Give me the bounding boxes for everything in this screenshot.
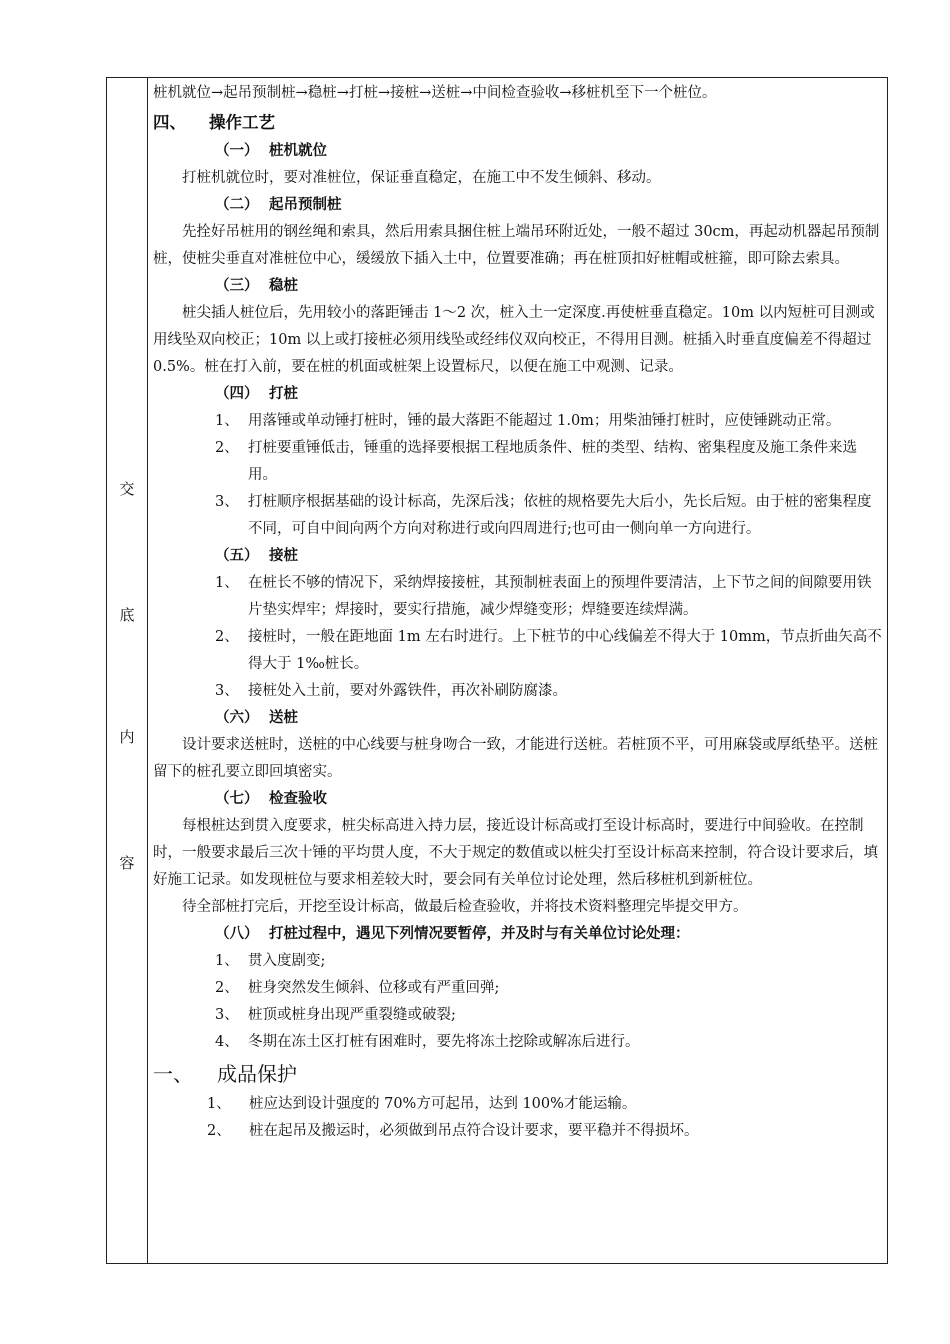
paragraph: 设计要求送桩时，送桩的中心线要与桩身吻合一致，才能进行送桩。若桩顶不平，可用麻袋或厚纸垫平。送桩留下的桩孔要立即回填密实。: [153, 737, 878, 780]
list-item: 1、 在桩长不够的情况下，采纳焊接接桩，其预制桩表面上的预埋件要清洁，上下节之间的间隙要用铁片垫实焊牢；焊接时，要实行措施，减少焊缝变形；焊缝要连续焊满。: [215, 575, 872, 618]
subsection-heading: （七） 检查验收: [215, 791, 327, 807]
subsection-heading: （五） 接桩: [215, 548, 298, 564]
paragraph: 先拴好吊桩用的钢丝绳和索具，然后用索具捆住桩上端吊环附近处，一般不超过 30cm，再起动机器起吊预制桩，使桩尖垂直对准桩位中心，缓缓放下插入土中，位置要准确；再在桩顶扣好桩帽或桩箍，即可除去索具。: [153, 224, 880, 267]
side-label-char-3: 内: [119, 728, 135, 746]
section-title: 操作工艺: [208, 113, 275, 132]
paragraph: 桩尖插人桩位后，先用较小的落距锤击 1～2 次，桩入土一定深度.再使桩垂直稳定。10m 以内短桩可目测或用线坠双向校正；10m 以上或打接桩必须用线坠或经纬仪双向校正，不得用目测。桩插入时垂直度偏差不得超过 0.5%。桩在打入前，要在桩的机面或桩架上设置标尺，以便在施工中观测、记录。: [153, 305, 875, 375]
list-item: 1、 桩应达到设计强度的 70%方可起吊，达到 100%才能运输。: [207, 1096, 637, 1112]
section-number: 四、: [153, 113, 186, 132]
section-heading-protection: [153, 1057, 883, 1091]
list-item: 1、 贯入度剧变;: [215, 953, 326, 969]
side-label-char-1: 交: [119, 480, 135, 498]
list-item: 2、 打桩要重锤低击，锤重的选择要根据工程地质条件、桩的类型、结构、密集程度及施工条件来选用。: [215, 440, 857, 483]
process-flow: 桩机就位→起吊预制桩→稳桩→打桩→接桩→送桩→中间检查验收→移桩机至下一个桩位。: [153, 85, 717, 101]
side-label-char-2: 底: [119, 606, 135, 624]
list-item: 2、 桩在起吊及搬运时，必须做到吊点符合设计要求，要平稳并不得损坏。: [207, 1123, 699, 1139]
side-label-char-4: 容: [119, 854, 135, 872]
list-item: 1、 用落锤或单动锤打桩时，锤的最大落距不能超过 1.0m；用柴油锤打桩时，应使锤跳动正常。: [215, 413, 841, 429]
subsection-heading: （六） 送桩: [215, 710, 298, 726]
paragraph: 打桩机就位时，要对准桩位，保证垂直稳定，在施工中不发生倾斜、移动。: [182, 170, 661, 186]
section-title: 成品保护: [217, 1062, 297, 1086]
subsection-heading: （八） 打桩过程中，遇见下列情况要暂停，并及时与有关单位讨论处理：: [215, 926, 690, 942]
list-item: 4、 冬期在冻土区打桩有困难时，要先将冻土挖除或解冻后进行。: [215, 1034, 640, 1050]
list-item: 2、 桩身突然发生倾斜、位移或有严重回弹;: [215, 980, 500, 996]
subsection-heading: （二） 起吊预制桩: [215, 197, 342, 213]
list-item: 3、 打桩顺序根据基础的设计标高，先深后浅；依桩的规格要先大后小，先长后短。由于桩的密集程度不同，可自中间向两个方向对称进行或向四周进行;也可由一侧向单一方向进行。: [215, 494, 872, 537]
disclosure-table: [106, 77, 888, 1264]
list-item: 3、 桩顶或桩身出现严重裂缝或破裂;: [215, 1007, 456, 1023]
paragraph: 待全部桩打完后，开挖至设计标高，做最后检查验收，并将技术资料整理完毕提交甲方。: [182, 899, 748, 915]
column-divider: [147, 78, 148, 1263]
paragraph: 每根桩达到贯入度要求，桩尖标高进入持力层，接近设计标高或打至设计标高时，要进行中间验收。在控制时，一般要求最后三次十锤的平均贯人度，不大于规定的数值或以桩尖打至设计标高来控制，符合设计要求后，填好施工记录。如发现桩位与要求相差较大时，要会同有关单位讨论处理，然后移桩机到新桩位。: [153, 818, 878, 888]
list-item: 3、 接桩处入土前，要对外露铁件，再次补刷防腐漆。: [215, 683, 567, 699]
disclosure-content: [153, 80, 883, 1145]
section-heading-operation: [153, 107, 883, 138]
section-number: 一、: [153, 1062, 193, 1086]
subsection-heading: （四） 打桩: [215, 386, 298, 402]
subsection-heading: （一） 桩机就位: [215, 143, 327, 159]
list-item: 2、 接桩时，一般在距地面 1m 左右时进行。上下桩节的中心线偏差不得大于 10mm，节点折曲矢高不得大于 1‰桩长。: [215, 629, 882, 672]
subsection-heading: （三） 稳桩: [215, 278, 298, 294]
